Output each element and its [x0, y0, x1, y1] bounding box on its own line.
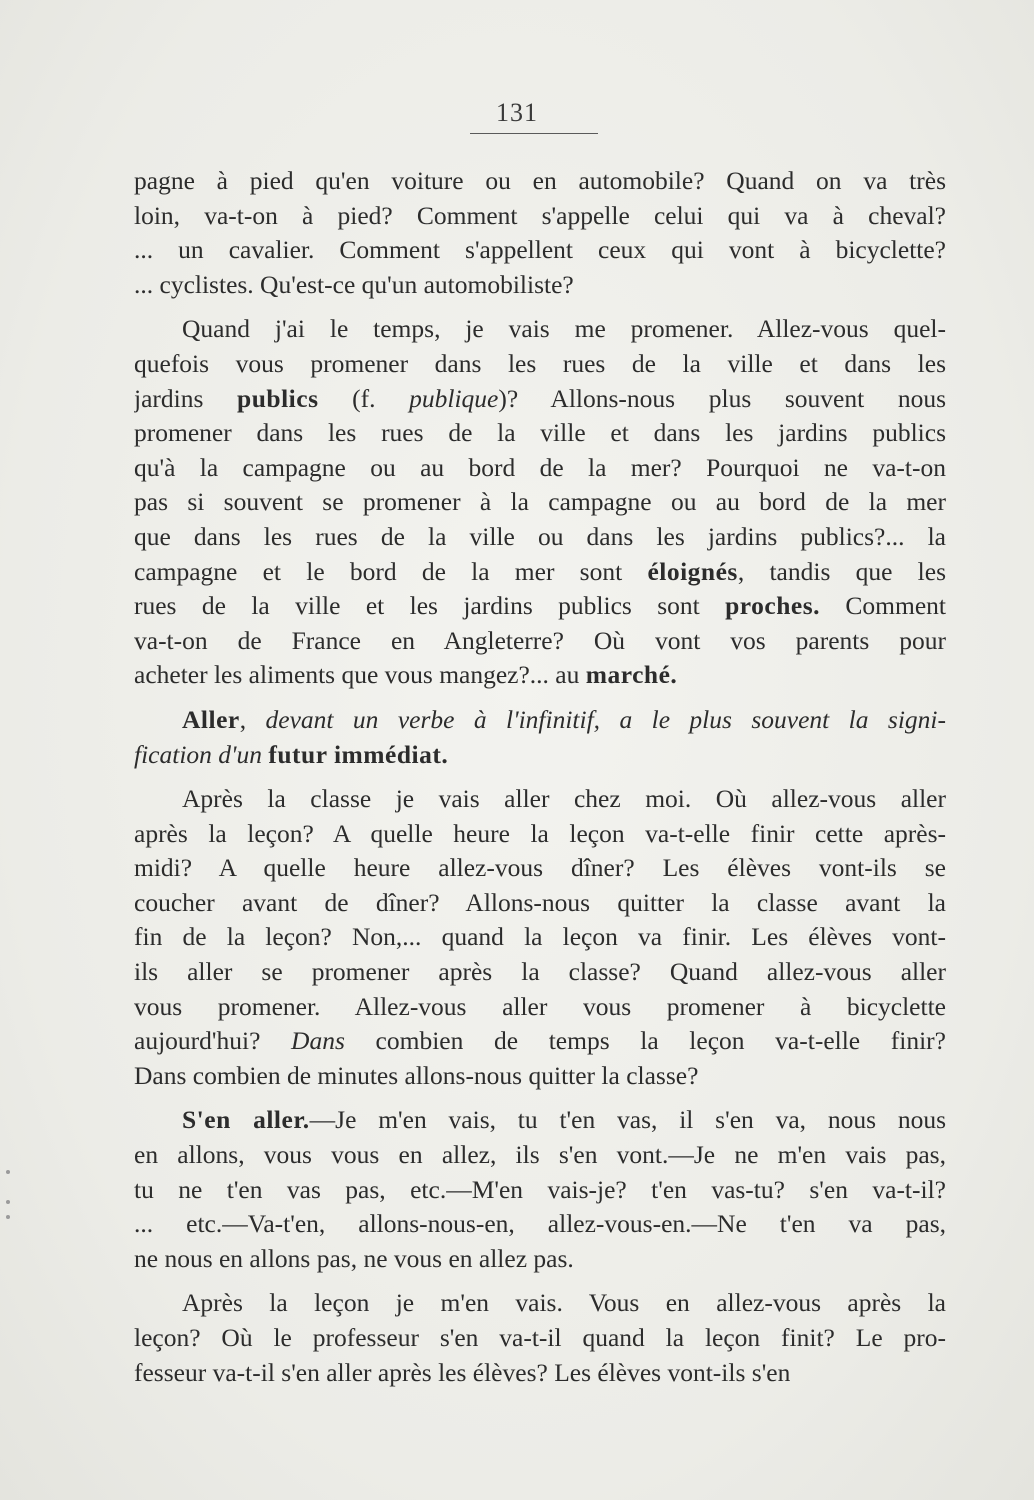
text-line: fin de la leçon? Non,... quand la leçon va finir. Les élèves vont- — [134, 922, 946, 952]
text-line: Après la classe je vais aller chez moi. Où allez-vous aller — [182, 784, 946, 814]
bold-term: marché. — [585, 660, 678, 690]
text-line: ... cyclistes. Qu'est-ce qu'un automobiliste? — [134, 269, 574, 299]
text-line: campagne et le bord de la mer sont éloignés, tandis que les — [134, 556, 946, 586]
text-line: ... etc.—Va-t'en, allons-nous-en, allez-vous-en.—Ne t'en va pas, — [134, 1209, 946, 1239]
text-line: jardins publics (f. publique)? Allons-nous plus souvent nous — [134, 383, 946, 413]
text-line: midi? A quelle heure allez-vous dîner? Les élèves vont-ils se — [134, 853, 946, 883]
text-line: après la leçon? A quelle heure la leçon va-t-elle finir cette après- — [134, 818, 946, 848]
text-line: Quand j'ai le temps, je vais me promener. Allez-vous quel- — [182, 314, 946, 344]
body-text — [134, 164, 946, 1390]
text-line: ... un cavalier. Comment s'appellent ceux qui vont à bicyclette? — [134, 235, 946, 265]
text-line: leçon? Où le professeur s'en va-t-il quand la leçon finit? Le pro- — [134, 1323, 946, 1352]
paragraph-gap — [134, 302, 946, 312]
page-number: 131 — [496, 98, 538, 127]
text-line: ils aller se promener après la classe? Quand allez-vous aller — [134, 957, 946, 987]
bold-term: Aller — [182, 704, 240, 734]
bold-term: S'en aller. — [182, 1105, 310, 1135]
italic-text: publique — [409, 383, 499, 413]
text-line: en allons, vous vous en allez, ils s'en vont.—Je ne m'en vais pas, — [134, 1140, 946, 1170]
bold-term: proches. — [725, 591, 821, 621]
paragraph-gap — [134, 693, 946, 703]
paragraph-rule-aller — [134, 703, 946, 772]
page-number-rule — [470, 133, 598, 134]
text-line: promener dans les rues de la ville et dans les jardins publics — [134, 418, 946, 448]
bold-term: futur immédiat. — [268, 739, 449, 769]
text-line: loin, va-t-on à pied? Comment s'appelle celui qui va à cheval? — [134, 200, 946, 230]
text-line: vous promener. Allez-vous aller vous promener à bicyclette — [134, 991, 946, 1021]
paragraph-1 — [134, 164, 946, 302]
text-line: tu ne t'en vas pas, etc.—M'en vais-je? t'en vas-tu? s'en va-t-il? — [134, 1174, 946, 1204]
bold-term: publics — [237, 383, 319, 413]
text-line: coucher avant de dîner? Allons-nous quitter la classe avant la — [134, 887, 946, 917]
text-line: va-t-on de France en Angleterre? Où vont vos parents pour — [134, 625, 946, 655]
text-line: quefois vous promener dans les rues de la ville et dans les — [134, 348, 946, 378]
text-line — [134, 738, 946, 773]
text-line: pas si souvent se promener à la campagne ou au bord de la mer — [134, 487, 946, 517]
paragraph-2 — [134, 312, 946, 693]
text-line: acheter les aliments que vous mangez?... au marché. — [134, 660, 678, 690]
text-line: aujourd'hui? Dans combien de temps la leçon va-t-elle finir? — [134, 1026, 946, 1056]
margin-speck — [6, 1215, 10, 1219]
paragraph-sen-aller — [134, 1103, 946, 1276]
paragraph-gap — [134, 1093, 946, 1103]
margin-speck — [6, 1200, 10, 1204]
text-line: Aller, devant un verbe à l'infinitif, a le plus souvent la signi- — [182, 704, 946, 734]
text-line: que dans les rues de la ville ou dans les jardins publics?... la — [134, 521, 946, 551]
bold-term: éloignés — [647, 556, 738, 586]
text-line: pagne à pied qu'en voiture ou en automobile? Quand on va très — [134, 166, 946, 195]
text-line: rues de la ville et les jardins publics sont proches. Comment — [134, 591, 946, 621]
paragraph-4 — [134, 782, 946, 1093]
italic-text: Dans — [291, 1026, 345, 1056]
text-line: ne nous en allons pas, ne vous en allez pas. — [134, 1243, 574, 1273]
paragraph-6 — [134, 1286, 946, 1390]
text-line: Dans combien de minutes allons-nous quitter la classe? — [134, 1060, 699, 1090]
paragraph-gap — [134, 1276, 946, 1286]
text-line: fesseur va-t-il s'en aller après les élèves? Les élèves vont-ils s'en — [134, 1357, 791, 1387]
text-line: S'en aller.—Je m'en vais, tu t'en vas, il s'en va, nous nous — [182, 1105, 946, 1135]
paragraph-gap — [134, 772, 946, 782]
text-line: qu'à la campagne ou au bord de la mer? Pourquoi ne va-t-on — [134, 452, 946, 482]
margin-speck — [6, 1170, 10, 1174]
italic-text: devant un verbe à l'infinitif, a le plus souvent la signi- — [265, 704, 946, 734]
text-line: Après la leçon je m'en vais. Vous en allez-vous après la — [182, 1288, 946, 1318]
italic-text: fication d'un — [134, 739, 269, 769]
